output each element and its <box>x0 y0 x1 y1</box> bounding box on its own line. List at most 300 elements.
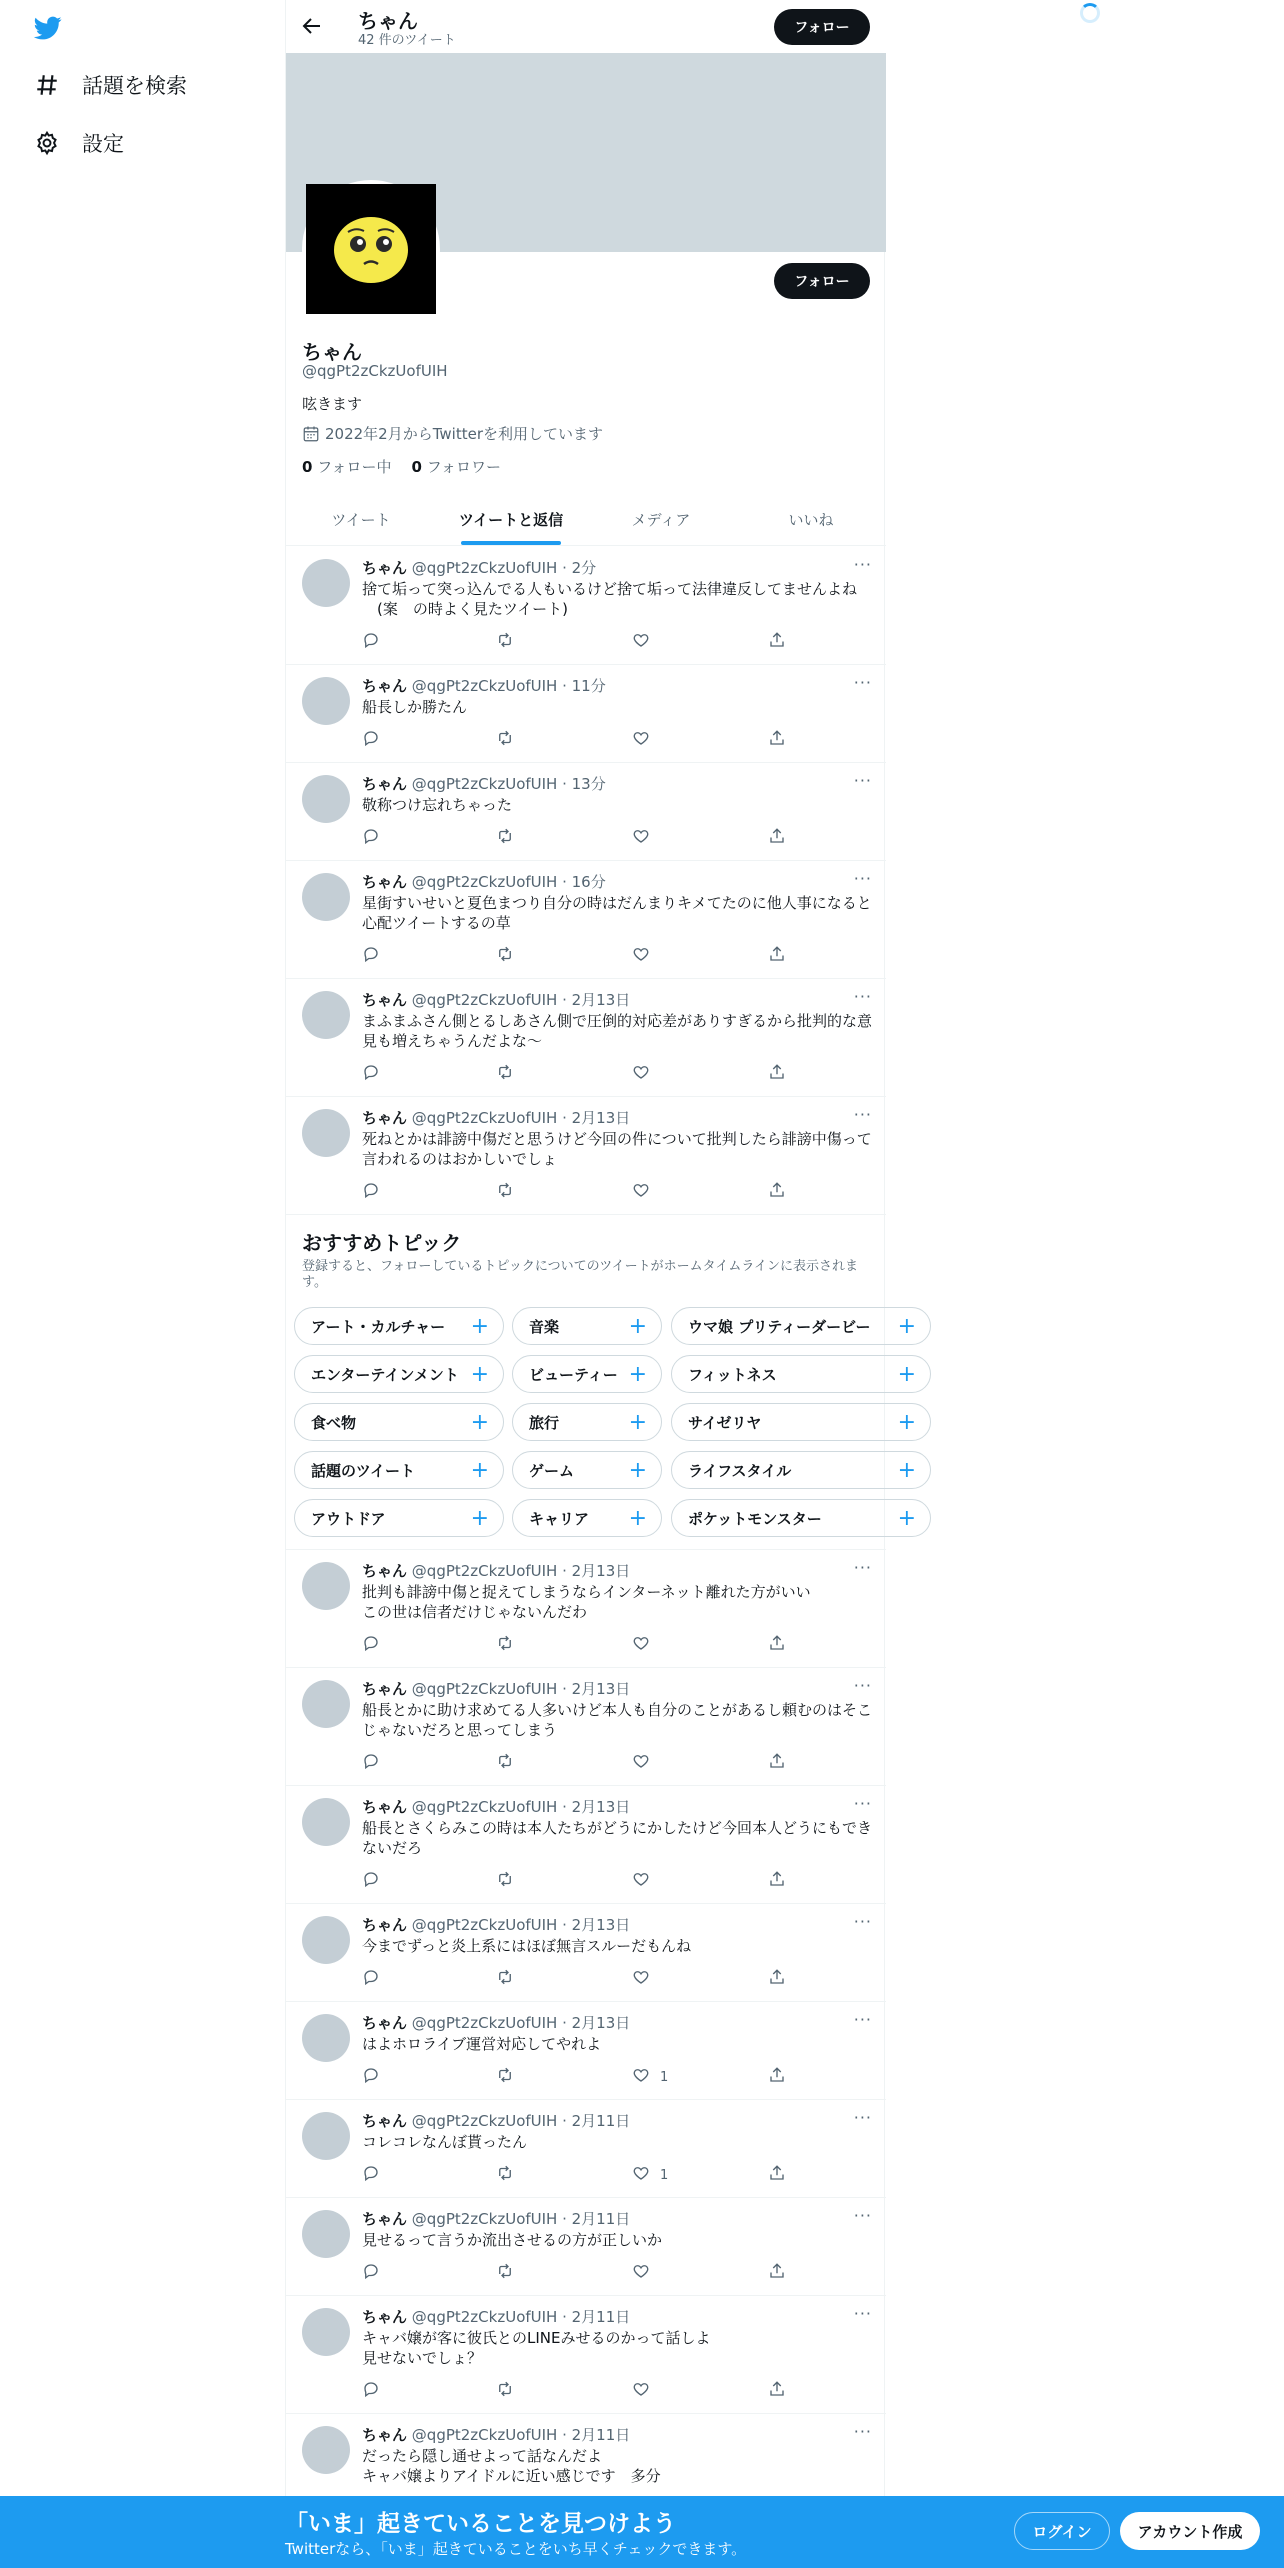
tweet-actions <box>362 1181 802 1201</box>
reply-button[interactable] <box>362 2262 380 2284</box>
tweet-header <box>362 1914 630 1935</box>
retweet-button[interactable] <box>496 1752 514 1774</box>
like-count: 1 <box>660 2069 669 2085</box>
share-button[interactable] <box>768 2164 786 2186</box>
topic-chip[interactable] <box>671 1355 931 1393</box>
reply-button[interactable] <box>362 1968 380 1990</box>
reply-button[interactable] <box>362 2066 380 2088</box>
share-icon <box>768 1870 786 1892</box>
more-options-icon[interactable]: ··· <box>853 2010 872 2029</box>
tab-tweets-and-replies[interactable]: ツイートと返信 <box>436 493 586 545</box>
tab-tweets[interactable]: ツイート <box>331 510 391 529</box>
retweet-button[interactable] <box>496 2066 514 2088</box>
tweet-actions <box>362 2066 802 2086</box>
retweet-icon <box>496 1870 514 1892</box>
calendar-icon <box>302 425 320 443</box>
tweet-handle-time[interactable]: @qgPt2zCkzUofUIH · 2月13日 <box>411 1109 631 1127</box>
tweet-header <box>362 675 606 696</box>
retweet-icon <box>496 1181 514 1203</box>
reply-button[interactable] <box>362 1634 380 1656</box>
reply-icon <box>362 1870 380 1892</box>
more-options-icon[interactable]: ··· <box>853 2108 872 2127</box>
tweet-handle-time[interactable]: @qgPt2zCkzUofUIH · 2月13日 <box>411 1680 631 1698</box>
tweet[interactable] <box>286 1904 886 2002</box>
topic-chip[interactable] <box>294 1451 504 1489</box>
tweet-header <box>362 871 606 892</box>
tweet-header <box>362 557 596 578</box>
reply-button[interactable] <box>362 729 380 751</box>
retweet-icon <box>496 1968 514 1990</box>
tweet-handle-time[interactable]: @qgPt2zCkzUofUIH · 2月11日 <box>411 2210 631 2228</box>
more-options-icon[interactable]: ··· <box>853 869 872 888</box>
tweet[interactable] <box>286 979 886 1097</box>
heart-icon <box>632 945 650 967</box>
like-button[interactable] <box>632 631 660 653</box>
reply-icon <box>362 2164 380 2186</box>
retweet-icon <box>496 1063 514 1085</box>
heart-icon <box>632 2066 650 2088</box>
topic-chip[interactable] <box>512 1499 662 1537</box>
more-options-icon[interactable]: ··· <box>853 1676 872 1695</box>
plus-icon: + <box>470 1505 489 1531</box>
loading-spinner-icon <box>1080 3 1100 23</box>
like-button[interactable] <box>632 1752 660 1774</box>
profile-name: ちゃん <box>302 340 362 364</box>
tweet-author-name[interactable]: ちゃん <box>362 1562 408 1580</box>
following-label: フォロー中 <box>317 458 392 476</box>
tweet[interactable] <box>286 2100 886 2198</box>
header-follow-button[interactable]: フォロー <box>774 9 870 45</box>
heart-icon <box>632 729 650 751</box>
retweet-icon <box>496 945 514 967</box>
tweet-avatar[interactable] <box>302 2426 350 2474</box>
tweet-avatar[interactable] <box>302 2014 350 2062</box>
retweet-icon <box>496 1752 514 1774</box>
tweet-avatar[interactable] <box>302 2112 350 2160</box>
like-button[interactable] <box>632 2164 668 2186</box>
tweet-handle-time[interactable]: @qgPt2zCkzUofUIH · 16分 <box>411 873 606 891</box>
profile-handle: @qgPt2zCkzUofUIH <box>302 362 448 380</box>
profile-main-column <box>285 0 916 2568</box>
tweet-header <box>362 1107 630 1128</box>
heart-icon <box>632 1181 650 1203</box>
share-button[interactable] <box>768 2066 786 2088</box>
more-options-icon[interactable]: ··· <box>853 1912 872 1931</box>
tweet-author-name[interactable]: ちゃん <box>362 559 408 577</box>
tweet-author-name[interactable]: ちゃん <box>362 1798 408 1816</box>
share-icon <box>768 631 786 653</box>
topic-chip[interactable] <box>671 1307 931 1345</box>
reply-button[interactable] <box>362 2164 380 2186</box>
tweet-author-name[interactable]: ちゃん <box>362 873 408 891</box>
plus-icon: + <box>897 1457 916 1483</box>
tweet-author-name[interactable]: ちゃん <box>362 2112 408 2130</box>
topic-label: サイゼリヤ <box>688 1413 762 1432</box>
heart-icon <box>632 1634 650 1656</box>
retweet-button[interactable] <box>496 729 514 751</box>
tweet[interactable] <box>286 1786 886 1904</box>
more-options-icon[interactable]: ··· <box>853 1105 872 1124</box>
plus-icon: + <box>628 1361 647 1387</box>
share-icon <box>768 1063 786 1085</box>
heart-icon <box>632 1968 650 1990</box>
tweet-text: 船長とさくらみこの時は本人たちがどうにかしたけど今回本人どうにもできないだろ <box>362 1819 873 1857</box>
retweet-button[interactable] <box>496 1870 514 1892</box>
share-button[interactable] <box>768 729 786 751</box>
tweet-handle-time[interactable]: @qgPt2zCkzUofUIH · 2分 <box>411 559 597 577</box>
profile-joined-date <box>302 423 603 444</box>
tweet-actions <box>362 1752 802 1772</box>
profile-avatar[interactable] <box>302 180 440 318</box>
tweet-text: はよホロライブ運営対応してやれよ <box>362 2035 602 2053</box>
more-options-icon[interactable]: ··· <box>853 771 872 790</box>
nav-settings[interactable] <box>34 128 124 158</box>
topic-label: フィットネス <box>688 1365 777 1384</box>
tweet-actions <box>362 2262 802 2282</box>
retweet-button[interactable] <box>496 1181 514 1203</box>
share-button[interactable] <box>768 1634 786 1656</box>
tweet-header <box>362 773 606 794</box>
like-button[interactable] <box>632 945 660 967</box>
tweet-avatar[interactable] <box>302 1562 350 1610</box>
reply-button[interactable] <box>362 945 380 967</box>
share-button[interactable] <box>768 945 786 967</box>
nav-settings-label: 設定 <box>82 132 124 156</box>
tweet[interactable] <box>286 1550 886 1668</box>
retweet-button[interactable] <box>496 1968 514 1990</box>
like-button[interactable] <box>632 2380 660 2402</box>
more-options-icon[interactable]: ··· <box>853 987 872 1006</box>
reply-icon <box>362 2380 380 2402</box>
reply-button[interactable] <box>362 1181 380 1203</box>
like-button[interactable] <box>632 1181 660 1203</box>
plus-icon: + <box>628 1409 647 1435</box>
followers-link[interactable] <box>411 456 500 477</box>
tweet-handle-time[interactable]: @qgPt2zCkzUofUIH · 2月11日 <box>411 2112 631 2130</box>
reply-button[interactable] <box>362 631 380 653</box>
like-button[interactable] <box>632 827 660 849</box>
reply-icon <box>362 2262 380 2284</box>
tweet-handle-time[interactable]: @qgPt2zCkzUofUIH · 2月13日 <box>411 2014 631 2032</box>
heart-icon <box>632 2380 650 2402</box>
tweet-text: 敬称つけ忘れちゃった <box>362 796 513 814</box>
share-button[interactable] <box>768 2380 786 2402</box>
profile-follow-button[interactable]: フォロー <box>774 263 870 299</box>
tweet-author-name[interactable]: ちゃん <box>362 991 408 1009</box>
reply-icon <box>362 1181 380 1203</box>
topic-chip[interactable] <box>671 1451 931 1489</box>
topic-label: ウマ娘 プリティーダービー <box>688 1317 871 1336</box>
back-arrow-icon[interactable] <box>300 14 324 38</box>
tweet-handle-time[interactable]: @qgPt2zCkzUofUIH · 2月13日 <box>411 1562 631 1580</box>
tweet-actions <box>362 729 802 749</box>
tweet-handle-time[interactable]: @qgPt2zCkzUofUIH · 11分 <box>411 677 606 695</box>
tweet-actions <box>362 631 802 651</box>
topic-chip[interactable] <box>671 1499 931 1537</box>
left-navigation <box>0 0 285 2568</box>
topic-chip[interactable] <box>294 1307 504 1345</box>
tweet-author-name[interactable]: ちゃん <box>362 2308 408 2326</box>
more-options-icon[interactable]: ··· <box>853 2304 872 2323</box>
topics-title: おすすめトピック <box>302 1231 462 1255</box>
tweet-header <box>362 2208 630 2229</box>
tweet-avatar[interactable] <box>302 775 350 823</box>
topic-chip[interactable] <box>512 1403 662 1441</box>
more-options-icon[interactable]: ··· <box>853 555 872 574</box>
like-button[interactable] <box>632 2066 668 2088</box>
tweet-avatar[interactable] <box>302 2210 350 2258</box>
reply-icon <box>362 945 380 967</box>
retweet-button[interactable] <box>496 945 514 967</box>
tweet-text: 見せるって言うか流出させるの方が正しいか <box>362 2231 663 2249</box>
topic-label: ポケットモンスター <box>688 1509 822 1528</box>
tweet-text: まふまふさん側とるしあさん側で圧倒的対応差がありすぎるから批判的な意見も増えちゃうんだよな～ <box>362 1012 873 1050</box>
tweet-avatar[interactable] <box>302 1916 350 1964</box>
tweet-actions <box>362 2164 802 2184</box>
topic-chip[interactable] <box>294 1355 504 1393</box>
retweet-button[interactable] <box>496 2262 514 2284</box>
tab-likes[interactable]: いいね <box>788 510 834 529</box>
share-icon <box>768 2380 786 2402</box>
reply-button[interactable] <box>362 1063 380 1085</box>
tweet-text: キャバ嬢が客に彼氏とのLINEみせるのかって話しよ 見せないでしょ？ <box>362 2329 711 2367</box>
tweet-text: 批判も誹謗中傷と捉えてしまうならインターネット離れた方がいい この世は信者だけじゃないんだわ <box>362 1583 811 1621</box>
heart-icon <box>632 1063 650 1085</box>
tweet-text: 今までずっと炎上系にはほぼ無言スルーだもんね <box>362 1937 692 1955</box>
nav-explore[interactable] <box>34 70 187 100</box>
tweet[interactable] <box>286 2296 886 2414</box>
tweet-author-name[interactable]: ちゃん <box>362 1109 408 1127</box>
tweet-actions <box>362 1063 802 1083</box>
topic-label: 話題のツイート <box>311 1461 415 1480</box>
nav-explore-label: 話題を検索 <box>82 74 187 98</box>
topic-label: エンターテインメント <box>311 1365 459 1384</box>
tweet-handle-time[interactable]: @qgPt2zCkzUofUIH · 2月13日 <box>411 991 631 1009</box>
twitter-logo-icon[interactable] <box>32 14 64 42</box>
tweet-handle-time[interactable]: @qgPt2zCkzUofUIH · 2月11日 <box>411 2426 631 2444</box>
tweet-actions <box>362 945 802 965</box>
signup-prompt-title: 「いま」起きていることを見つけよう <box>285 2511 676 2537</box>
tweet-author-name[interactable]: ちゃん <box>362 677 408 695</box>
topic-chip[interactable] <box>294 1499 504 1537</box>
tab-media[interactable]: メディア <box>631 510 691 529</box>
reply-button[interactable] <box>362 827 380 849</box>
retweet-button[interactable] <box>496 631 514 653</box>
plus-icon: + <box>628 1313 647 1339</box>
reply-icon <box>362 2066 380 2088</box>
like-button[interactable] <box>632 1870 660 1892</box>
tweet-text: 船長とかに助け求めてる人多いけど本人も自分のことがあるし頼むのはそこじゃないだろと思ってしまう <box>362 1701 873 1739</box>
reply-icon <box>362 1634 380 1656</box>
hashtag-icon <box>34 72 60 98</box>
tweet[interactable] <box>286 547 886 665</box>
share-button[interactable] <box>768 2262 786 2284</box>
tweet-header <box>362 2110 630 2131</box>
like-button[interactable] <box>632 2262 660 2284</box>
topic-label: アート・カルチャー <box>311 1317 446 1336</box>
retweet-icon <box>496 2066 514 2088</box>
more-options-icon[interactable]: ··· <box>853 673 872 692</box>
like-button[interactable] <box>632 729 660 751</box>
tweet-handle-time[interactable]: @qgPt2zCkzUofUIH · 2月11日 <box>411 2308 631 2326</box>
tweet[interactable] <box>286 2002 886 2100</box>
like-button[interactable] <box>632 1968 660 1990</box>
tweet[interactable] <box>286 763 886 861</box>
reply-icon <box>362 729 380 751</box>
pleading-face-avatar-icon <box>306 184 436 314</box>
tweet-actions <box>362 1634 802 1654</box>
tweet-handle-time[interactable]: @qgPt2zCkzUofUIH · 2月13日 <box>411 1916 631 1934</box>
share-button[interactable] <box>768 1968 786 1990</box>
tweet-text: コレコレなんぼ貰ったん <box>362 2133 528 2151</box>
reply-icon <box>362 1063 380 1085</box>
tweet[interactable] <box>286 665 886 763</box>
tweet-handle-time[interactable]: @qgPt2zCkzUofUIH · 2月13日 <box>411 1798 631 1816</box>
tweet[interactable] <box>286 1668 886 1786</box>
tweet-actions <box>362 827 802 847</box>
signup-button[interactable]: アカウント作成 <box>1120 2512 1260 2550</box>
like-button[interactable] <box>632 1063 660 1085</box>
share-button[interactable] <box>768 1870 786 1892</box>
topic-chip[interactable] <box>512 1307 662 1345</box>
tweet-avatar[interactable] <box>302 559 350 607</box>
topic-label: 音楽 <box>529 1317 560 1336</box>
topic-label: ゲーム <box>529 1461 575 1480</box>
plus-icon: + <box>470 1361 489 1387</box>
share-button[interactable] <box>768 827 786 849</box>
more-options-icon[interactable]: ··· <box>853 2422 872 2441</box>
tweet-header <box>362 2306 630 2327</box>
tweet-author-name[interactable]: ちゃん <box>362 2426 408 2444</box>
more-options-icon[interactable]: ··· <box>853 1558 872 1577</box>
topic-chip[interactable] <box>512 1355 662 1393</box>
tweet-header <box>362 1678 630 1699</box>
tweet-author-name[interactable]: ちゃん <box>362 1680 408 1698</box>
tweet-author-name[interactable]: ちゃん <box>362 775 408 793</box>
topic-chip[interactable] <box>512 1451 662 1489</box>
retweet-button[interactable] <box>496 1063 514 1085</box>
heart-icon <box>632 1752 650 1774</box>
like-count: 1 <box>660 2167 669 2183</box>
heart-icon <box>632 631 650 653</box>
tweet-actions <box>362 1870 802 1890</box>
reply-icon <box>362 1752 380 1774</box>
retweet-icon <box>496 2380 514 2402</box>
tweet-avatar[interactable] <box>302 677 350 725</box>
profile-tabs <box>286 493 886 546</box>
tweet-text: 死ねとかは誹謗中傷だと思うけど今回の件について批判したら誹謗中傷って言われるのはおかしいでしょ <box>362 1130 872 1168</box>
reply-button[interactable] <box>362 1870 380 1892</box>
tweet-header <box>362 1796 630 1817</box>
topic-label: ビューティー <box>529 1365 618 1384</box>
share-button[interactable] <box>768 1181 786 1203</box>
tweet[interactable] <box>286 2198 886 2296</box>
share-icon <box>768 2262 786 2284</box>
reply-icon <box>362 827 380 849</box>
following-count: 0 <box>302 458 313 476</box>
tweet[interactable] <box>286 1097 886 1215</box>
tweet-header <box>362 2424 630 2445</box>
reply-icon <box>362 1968 380 1990</box>
tweet-header <box>362 989 630 1010</box>
topic-label: キャリア <box>529 1509 590 1528</box>
profile-header-bar <box>286 0 886 53</box>
tweet-avatar[interactable] <box>302 1798 350 1846</box>
topic-label: 食べ物 <box>311 1413 357 1432</box>
tweet-author-name[interactable]: ちゃん <box>362 2210 408 2228</box>
followers-count: 0 <box>411 458 422 476</box>
tweet-handle-time[interactable]: @qgPt2zCkzUofUIH · 13分 <box>411 775 606 793</box>
tweet-avatar[interactable] <box>302 2308 350 2356</box>
share-button[interactable] <box>768 1063 786 1085</box>
share-button[interactable] <box>768 1752 786 1774</box>
header-name: ちゃん <box>358 9 418 33</box>
plus-icon: + <box>897 1409 916 1435</box>
share-button[interactable] <box>768 631 786 653</box>
tweet-avatar[interactable] <box>302 1109 350 1157</box>
tweet-avatar[interactable] <box>302 991 350 1039</box>
reply-button[interactable] <box>362 2380 380 2402</box>
retweet-button[interactable] <box>496 827 514 849</box>
share-icon <box>768 827 786 849</box>
plus-icon: + <box>897 1361 916 1387</box>
more-options-icon[interactable]: ··· <box>853 1794 872 1813</box>
retweet-icon <box>496 729 514 751</box>
signup-prompt-bar <box>0 2496 1284 2568</box>
retweet-icon <box>496 1634 514 1656</box>
topic-label: アウトドア <box>311 1509 386 1528</box>
plus-icon: + <box>628 1505 647 1531</box>
tweet-actions <box>362 1968 802 1988</box>
tweet-text: 船長しか勝たん <box>362 698 468 716</box>
retweet-button[interactable] <box>496 2164 514 2186</box>
heart-icon <box>632 827 650 849</box>
topic-chip[interactable] <box>671 1403 931 1441</box>
tweet-avatar[interactable] <box>302 873 350 921</box>
plus-icon: + <box>628 1457 647 1483</box>
tweet-avatar[interactable] <box>302 1680 350 1728</box>
share-icon <box>768 2164 786 2186</box>
plus-icon: + <box>470 1313 489 1339</box>
signup-prompt-subtitle: Twitterなら、「いま」起きていることをいち早くチェックできます。 <box>285 2540 747 2558</box>
tweet-author-name[interactable]: ちゃん <box>362 1916 408 1934</box>
profile-bio: 呟きます <box>302 395 363 413</box>
plus-icon: + <box>470 1409 489 1435</box>
profile-follow-counts <box>302 456 501 477</box>
tweet[interactable] <box>286 861 886 979</box>
share-icon <box>768 945 786 967</box>
share-icon <box>768 1968 786 1990</box>
heart-icon <box>632 2164 650 2186</box>
reply-button[interactable] <box>362 1752 380 1774</box>
login-button[interactable]: ログイン <box>1014 2512 1110 2550</box>
like-button[interactable] <box>632 1634 660 1656</box>
retweet-button[interactable] <box>496 1634 514 1656</box>
tweet-author-name[interactable]: ちゃん <box>362 2014 408 2032</box>
topics-subtitle: 登録すると、フォローしているトピックについてのツイートがホームタイムラインに表示されます。 <box>302 1259 859 1290</box>
share-icon <box>768 1181 786 1203</box>
more-options-icon[interactable]: ··· <box>853 2206 872 2225</box>
topic-label: 旅行 <box>529 1413 560 1432</box>
topic-chip[interactable] <box>294 1403 504 1441</box>
following-link[interactable] <box>302 456 391 477</box>
gear-icon <box>34 130 60 156</box>
retweet-icon <box>496 2164 514 2186</box>
retweet-button[interactable] <box>496 2380 514 2402</box>
share-icon <box>768 2066 786 2088</box>
share-icon <box>768 1752 786 1774</box>
tweet-header <box>362 1560 630 1581</box>
